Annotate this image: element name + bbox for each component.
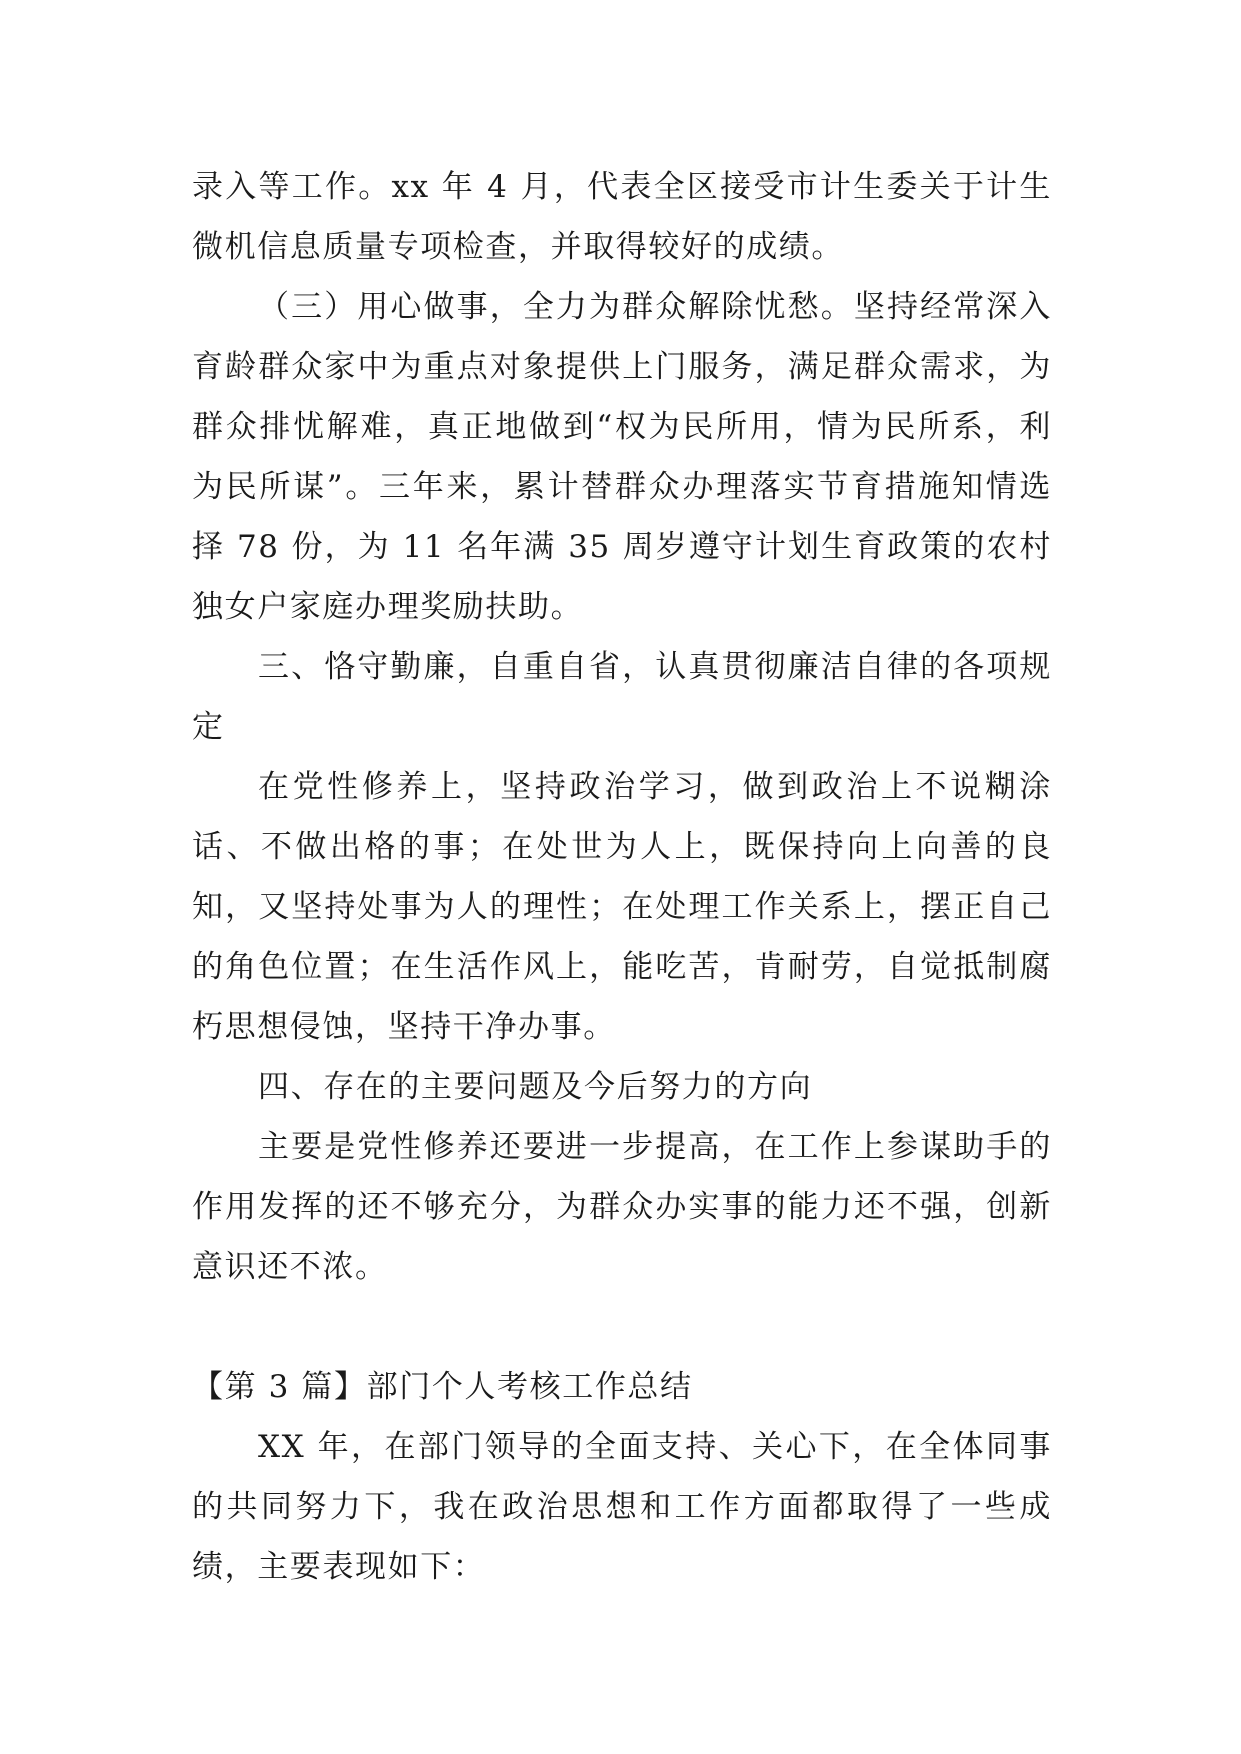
article-title: 【第 3 篇】部门个人考核工作总结	[192, 1369, 693, 1405]
section-heading-four: 四、存在的主要问题及今后努力的方向	[258, 1069, 813, 1105]
paragraph-item-three: （三）用心做事，全力为群众解除忧愁。坚持经常深入育龄群众家中为重点对象提供上门服务，满足群众需求，为群众排忧解难，真正地做到“权为民所用，情为民所系，利为民所谋”。三年来，累计替群众办理落实节育措施知情选择 78 份，为 11 名年满 35 周岁遵守计划生育政策的农村独女户家庭办理奖励扶助。	[192, 289, 1052, 625]
section-heading-three: 三、恪守勤廉，自重自省，认真贯彻廉洁自律的各项规定	[192, 649, 1052, 745]
paragraph-continuation: 录入等工作。xx 年 4 月，代表全区接受市计生委关于计生微机信息质量专项检查，并取得较好的成绩。	[192, 169, 1052, 265]
paragraph-party-cultivation: 在党性修养上，坚持政治学习，做到政治上不说糊涂话、不做出格的事；在处世为人上，既保持向上向善的良知，又坚持处事为人的理性；在处理工作关系上，摆正自己的角色位置；在生活作风上，能吃苦，肯耐劳，自觉抵制腐朽思想侵蚀，坚持干净办事。	[192, 769, 1052, 1045]
spacer	[192, 1297, 1052, 1357]
document-body	[192, 157, 1052, 1597]
paragraph-main-problems: 主要是党性修养还要进一步提高，在工作上参谋助手的作用发挥的还不够充分，为群众办实事的能力还不强，创新意识还不浓。	[192, 1129, 1052, 1285]
paragraph-article-intro: XX 年，在部门领导的全面支持、关心下，在全体同事的共同努力下，我在政治思想和工作方面都取得了一些成绩，主要表现如下：	[192, 1429, 1052, 1585]
